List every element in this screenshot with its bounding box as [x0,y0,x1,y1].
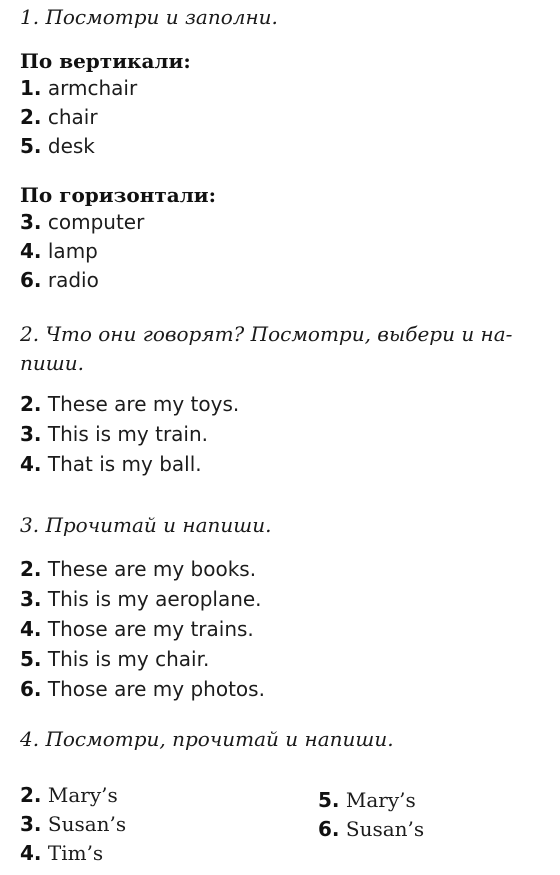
item-text: computer [47,210,145,234]
list-item [20,237,144,266]
item-number: 4. [20,841,42,865]
horizontal-answers-list [20,208,144,295]
item-text: Those are my trains. [47,617,254,641]
item-text: Mary’s [345,788,416,812]
vertical-label: По вертикали: [20,49,191,73]
exercise-4-left-list [20,781,126,868]
item-number: 2. [20,557,42,581]
item-number: 3. [20,812,42,836]
exercise-1-title: 1. Посмотри и заполни. [20,5,278,29]
list-item [20,839,126,868]
list-item [20,781,126,810]
item-text: That is my ball. [47,452,202,476]
list-item [20,266,144,295]
list-item [20,132,137,161]
item-text: This is my train. [47,422,209,446]
list-item [20,674,265,704]
list-item [20,644,265,674]
list-item [20,810,126,839]
item-number: 5. [20,134,42,158]
list-item [20,74,137,103]
item-text: This is my chair. [47,647,210,671]
item-text: These are my toys. [47,392,240,416]
item-number: 4. [20,452,42,476]
list-item [20,554,265,584]
list-item [318,786,424,815]
item-number: 6. [20,677,42,701]
item-number: 5. [318,788,340,812]
item-number: 4. [20,617,42,641]
item-text: This is my aeroplane. [47,587,262,611]
list-item [20,614,265,644]
exercise-2-title: 2. Что они говорят? Посмотри, выбери и на-пиши. [20,322,513,375]
exercise-4-title: 4. Посмотри, прочитай и напиши. [20,727,394,751]
item-number: 2. [20,105,42,129]
item-text: armchair [47,76,138,100]
exercise-3-answers-list [20,554,265,704]
list-item [20,208,144,237]
list-item [318,815,424,844]
item-number: 3. [20,210,42,234]
item-number: 6. [20,268,42,292]
item-number: 1. [20,76,42,100]
item-number: 4. [20,239,42,263]
list-item [20,419,239,449]
list-item [20,103,137,132]
item-text: chair [47,105,98,129]
item-number: 5. [20,647,42,671]
item-number: 2. [20,783,42,807]
vertical-answers-list [20,74,137,161]
item-number: 2. [20,392,42,416]
exercise-3-title: 3. Прочитай и напиши. [20,513,272,537]
item-number: 3. [20,587,42,611]
list-item [20,449,239,479]
item-number: 3. [20,422,42,446]
item-text: desk [47,134,95,158]
item-text: lamp [47,239,98,263]
item-text: Those are my photos. [47,677,265,701]
item-text: Mary’s [47,783,118,807]
item-text: These are my books. [47,557,257,581]
exercise-2-answers-list [20,389,239,479]
list-item [20,584,265,614]
horizontal-label: По горизонтали: [20,183,217,207]
exercise-4-right-list [318,786,424,844]
item-text: radio [47,268,99,292]
item-number: 6. [318,817,340,841]
item-text: Tim’s [47,841,104,865]
item-text: Susan’s [47,812,127,836]
list-item [20,389,239,419]
item-text: Susan’s [345,817,425,841]
